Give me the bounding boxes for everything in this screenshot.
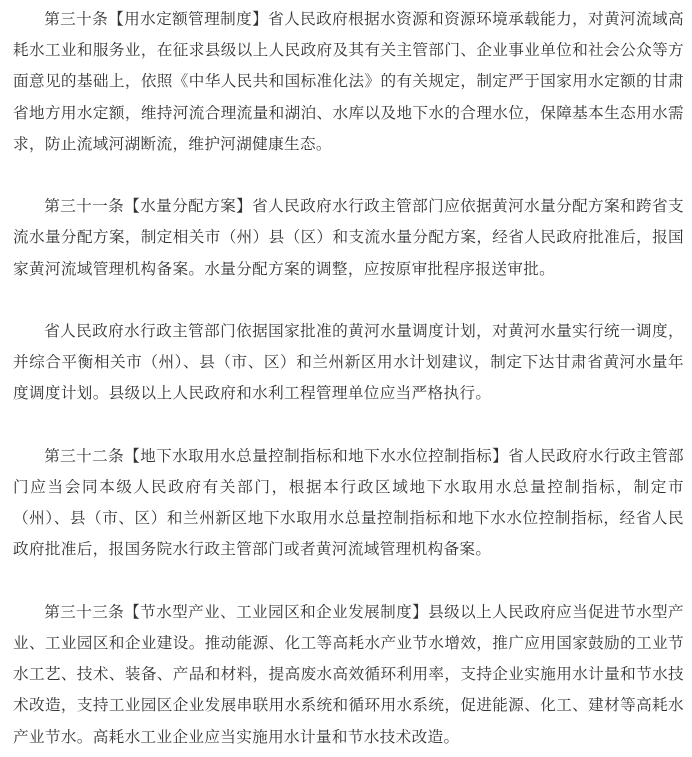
- paragraph-article-33: 第三十三条【节水型产业、工业园区和企业发展制度】县级以上人民政府应当促进节水型产业、工业园区和企业建设。推动能源、化工等高耗水产业节水增效，推广应用国家鼓励的工业节水工艺、技术、装备、产品和材料，提高废水高效循环利用率，支持企业实施用水计量和节水技术改造，支持工业园区企业发展串联用水系统和循环用水系统，促进能源、化工、建材等高耗水产业节水。高耗水工业企业应当实施用水计量和节水技术改造。: [13, 602, 684, 746]
- paragraph-article-32: 第三十二条【地下水取用水总量控制指标和地下水水位控制指标】省人民政府水行政主管部门应当会同本级人民政府有关部门，根据本行政区域地下水取用水总量控制指标，制定市（州）、县（市、区）和兰州新区地下水取用水总量控制指标和地下水水位控制指标，经省人民政府批准后，报国务院水行政主管部门或者黄河流域管理机构备案。: [13, 446, 684, 559]
- paragraph-spacer: [13, 410, 684, 441]
- paragraph-article-31-clause-2: 省人民政府水行政主管部门依据国家批准的黄河水量调度计划，对黄河水量实行统一调度，并综合平衡相关市（州）、县（市、区）和兰州新区用水计划建议，制定下达甘肃省黄河水量年度调度计划。县级以上人民政府和水利工程管理单位应当严格执行。: [13, 322, 684, 403]
- paragraph-spacer: [13, 160, 684, 191]
- paragraph-article-31: 第三十一条【水量分配方案】省人民政府水行政主管部门应依据黄河水量分配方案和跨省支流水量分配方案，制定相关市（州）县（区）和支流水量分配方案，经省人民政府批准后，报国家黄河流域管理机构备案。水量分配方案的调整，应按原审批程序报送审批。: [13, 197, 684, 278]
- paragraph-article-30: 第三十条【用水定额管理制度】省人民政府根据水资源和资源环境承载能力，对黄河流域高耗水工业和服务业，在征求县级以上人民政府及其有关主管部门、企业事业单位和社会公众等方面意见的基础上，依照《中华人民共和国标准化法》的有关规定，制定严于国家用水定额的甘肃省地方用水定额，维持河流合理流量和湖泊、水库以及地下水的合理水位，保障基本生态用水需求，防止流域河湖断流，维护河湖健康生态。: [13, 10, 684, 153]
- paragraph-spacer: [13, 566, 684, 597]
- paragraph-spacer: [13, 285, 684, 316]
